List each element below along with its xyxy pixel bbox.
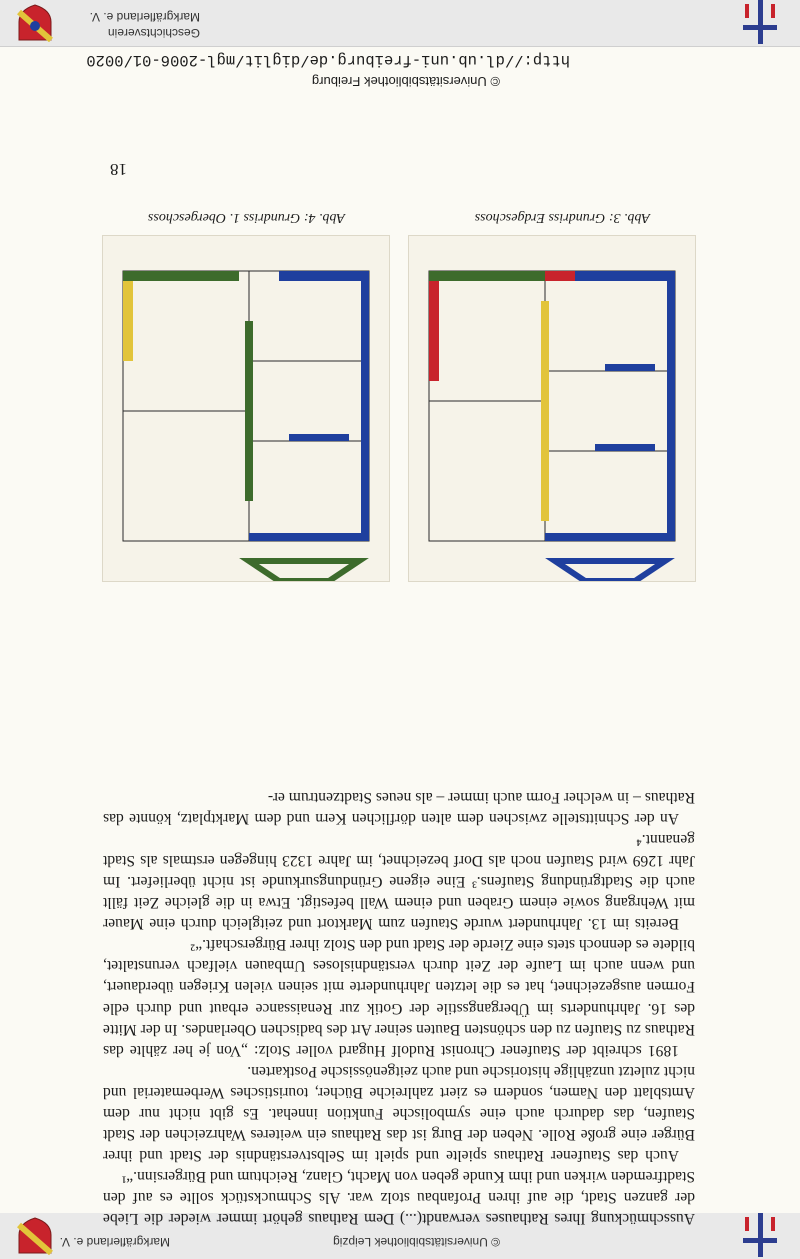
paragraph-4: Bereits im 13. Jahrhundert wurde Staufen zum Marktort und zeitgleich durch eine Mauer mit Wehrgang sowie einem Graben und einem Wall befestigt. Etwa in die gleiche Zeit fällt auch die Stadtgründung Staufens.³ Eine eigene Gründungsurkunde ist nicht überliefert. Im Jahr 1269 wird Staufen noch als Dorf bezeichnet, im Jahre 1323 hingegen erstmals als Stadt genannt.⁴ [103,831,695,933]
copyright-line: © Universitätsbibliothek Freiburg [311,74,500,89]
paragraph-2: Auch das Staufener Rathaus spielte und spielt im Selbstverständnis der Stadt und ihrer Bürger eine große Rolle. Neben der Burg ist das Rathaus ein weiteres Wahrzeichen der Stadt Staufen, das dadurch auch eine symbolische Funktion innehat. Es gibt nicht nur dem Amtsblatt den Namen, sondern es ziert zahlreiche Bücher, touristisches Werbematerial und nicht zuletzt unzählige historische und auch zeitgenössische Postkarten. [103,1062,695,1164]
paragraph-1: Ausschmückung Ihres Rathauses verwandt(...) Dem Rathaus gehört immer wieder die Liebe der ganzen Stadt, die auf ihren Profanbau stolz war. Als Schmuckstück sollte es auf den Stadtfremden wirken und ihm Kunde geben von Macht, Glanz, Reichtum und Bürgersinn.“¹ [103,1167,695,1227]
page-number: 18 [110,160,127,179]
library-logo-icon [735,1211,785,1257]
footer-society-line-1: Geschichtsverein [107,26,200,40]
paragraph-5: An der Schnittstelle zwischen dem alten dörflichen Kern und dem Marktplatz, könnte das Rathaus – in welcher Form auch immer – als neues Stadtzentrum er- [103,789,695,828]
floor-plan-first-floor [102,235,390,582]
viewer-footer-bar [0,0,800,47]
footer-library-logo-icon [735,0,785,44]
floor-plan-ground-floor [408,235,696,582]
footer-society-line-2: Markgräflerland e. V. [89,10,200,24]
society-crest-icon [15,1217,55,1255]
paragraph-3: 1891 schreibt der Staufener Chronist Rudolf Hugard voller Stolz: „Von je her zählte das Rathaus zu Staufen zu den schönsten Bauten seiner Art des badischen Oberlandes. In der Mitte des 16. Jahrhunderts im Übergangsstile der Gotik zur Renaissance erbaut und durch edle Formen ausgezeichnet, hat es die letzten Jahrhunderte mit seinen vielen Kriegen überdauert, und wenn auch im Laufe der Zeit durch verständnisloses Umbauen vielfach verunstaltet, bildete es dennoch stets eine Zierde der Stadt und den Stolz ihrer Bürgerschaft.“² [103,936,695,1059]
footer-crest-icon [15,4,55,42]
header-society-text: Markgräflerland e. V. [59,1235,170,1249]
figure-4-caption: Abb. 4: Grundriss 1. Obergeschoss [147,210,345,225]
figure-3-caption: Abb. 3: Grundriss Erdgeschoss [474,210,650,225]
ground-floor-drawing [409,236,695,581]
permalink-url[interactable]: http://dl.ub.uni-freiburg.de/diglit/mgl-2006-01/0020 [86,51,570,69]
article-text [103,787,695,1229]
first-floor-drawing [103,236,389,581]
header-library-text: © Universitätsbibliothek Leipzig [333,1235,500,1249]
